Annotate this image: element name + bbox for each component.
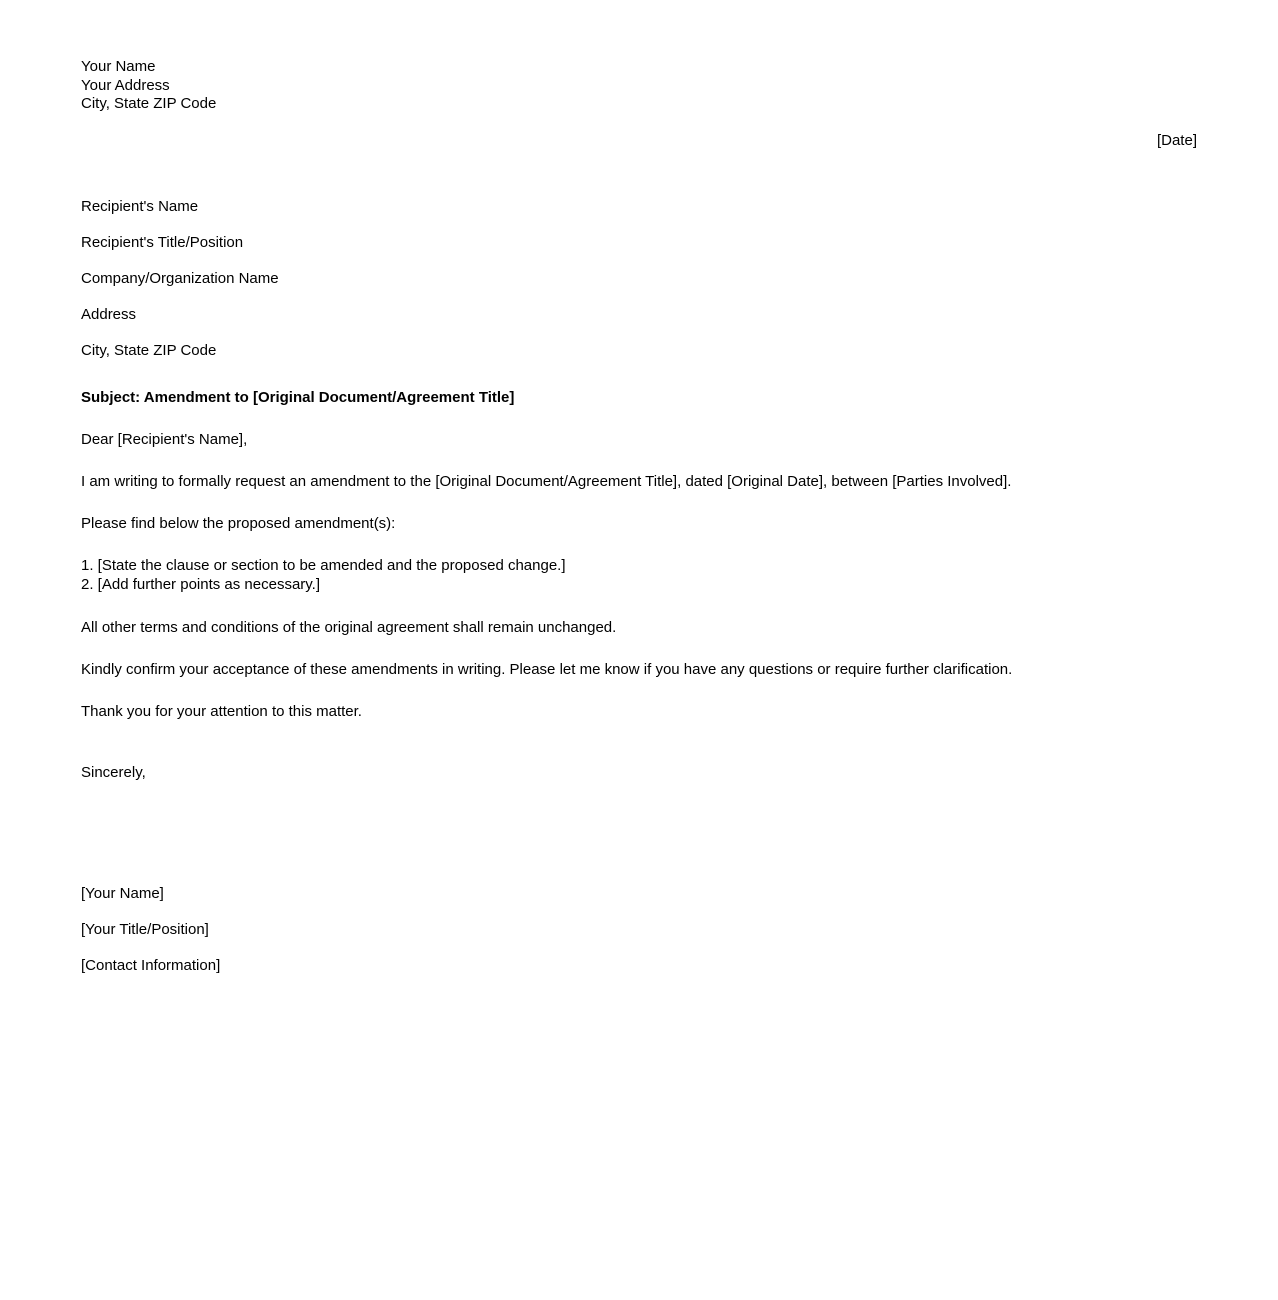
letter-date: [Date] [1156, 131, 1197, 149]
recipient-city-state-zip: City, State ZIP Code [81, 342, 217, 359]
sender-address: Your Address [81, 76, 170, 94]
amendment-item: 2. [Add further points as necessary.] [81, 575, 321, 593]
sender-city-state-zip: City, State ZIP Code [81, 95, 217, 112]
date-row [81, 132, 1197, 151]
sender-address-block [81, 58, 1197, 114]
salutation: Dear [Recipient's Name], [81, 431, 248, 448]
signature-contact: [Contact Information] [81, 957, 221, 974]
amendment-item: 1. [State the clause or section to be amended and the proposed change.] [81, 557, 566, 574]
signature-title: [Your Title/Position] [81, 921, 209, 938]
amendment-list [81, 557, 1197, 594]
recipient-company: Company/Organization Name [81, 270, 279, 287]
sender-name: Your Name [81, 58, 156, 75]
body-paragraph-5: Thank you for your attention to this matter. [81, 703, 362, 720]
recipient-address-block [81, 198, 1197, 359]
signature-space [81, 781, 1197, 851]
recipient-address: Address [81, 306, 137, 323]
recipient-title: Recipient's Title/Position [81, 234, 244, 251]
closing-valediction: Sincerely, [81, 764, 146, 781]
body-paragraph-3: All other terms and conditions of the original agreement shall remain unchanged. [81, 619, 617, 636]
signature-block [81, 885, 1197, 974]
body-paragraph-2: Please find below the proposed amendment(s): [81, 515, 396, 532]
signature-name: [Your Name] [81, 885, 164, 902]
body-paragraph-4: Kindly confirm your acceptance of these amendments in writing. Please let me know if you have any questions or require further clarification. [81, 661, 1013, 678]
subject-line: Subject: Amendment to [Original Document/Agreement Title] [81, 389, 515, 406]
body-paragraph-1: I am writing to formally request an amendment to the [Original Document/Agreement Title], dated [Original Date], between [Parties Involved]. [81, 473, 1012, 490]
letter-body [81, 58, 1197, 974]
recipient-name: Recipient's Name [81, 198, 199, 215]
